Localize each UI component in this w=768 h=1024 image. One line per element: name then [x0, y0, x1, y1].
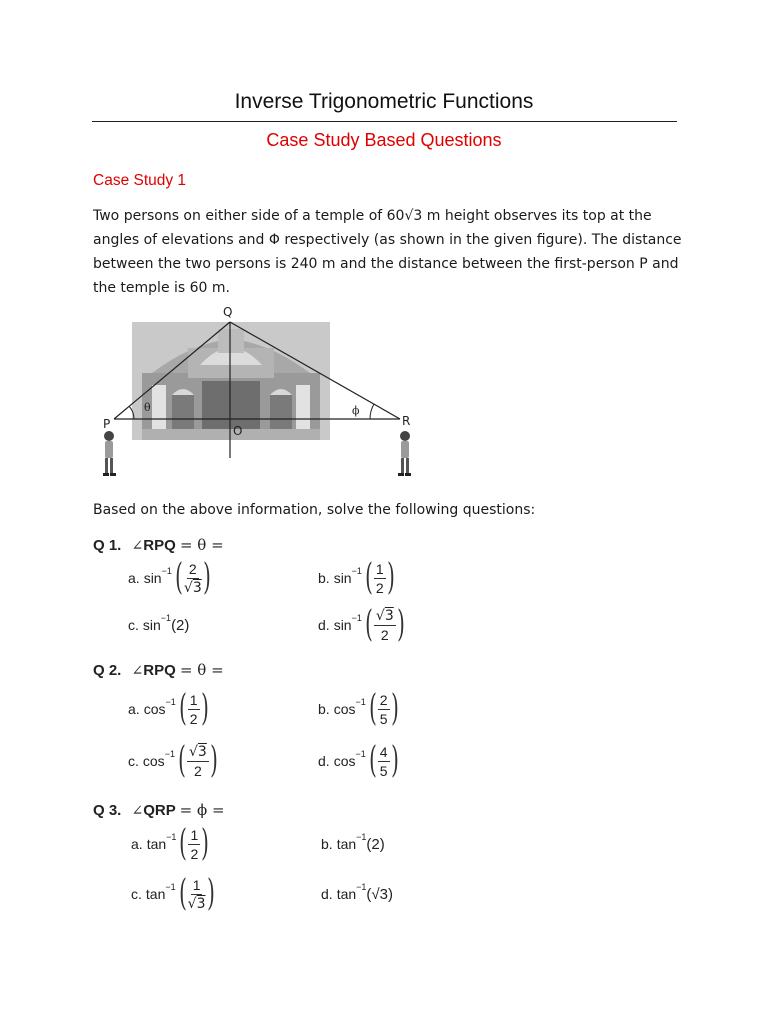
- option-fraction: [378, 692, 390, 727]
- option-exponent: −1: [160, 613, 172, 623]
- q3-option-c[interactable]: [131, 871, 218, 917]
- label-r: R: [402, 414, 411, 428]
- option-fraction: [374, 561, 386, 596]
- option-label: b.: [321, 836, 333, 852]
- angle-icon: ∠: [131, 803, 144, 819]
- option-label: d.: [318, 753, 330, 769]
- left-paren: (: [175, 557, 183, 598]
- option-function: tan: [146, 836, 167, 852]
- right-paren: ): [396, 604, 405, 645]
- option-label: b.: [318, 701, 330, 717]
- fraction-numerator: √3: [189, 743, 207, 760]
- option-function: cos: [142, 753, 165, 769]
- question-rhs: = θ =: [179, 536, 224, 554]
- fraction-denominator: 2: [380, 626, 389, 643]
- question-angle-name: RPQ: [143, 662, 176, 679]
- option-exponent: −1: [165, 697, 176, 707]
- title-divider: [92, 121, 677, 122]
- angle-icon: ∠: [131, 538, 144, 554]
- q2-option-b[interactable]: [318, 686, 402, 732]
- left-paren: (: [178, 740, 186, 781]
- left-paren: (: [365, 604, 373, 645]
- question-number: Q 1.: [93, 537, 122, 554]
- right-paren: ): [201, 823, 210, 864]
- option-fraction: [187, 744, 209, 779]
- option-fraction: [188, 827, 200, 862]
- option-exponent: −1: [164, 749, 175, 759]
- option-function: sin: [143, 570, 162, 586]
- option-fraction: [374, 608, 396, 643]
- right-paren: ): [390, 740, 399, 781]
- option-exponent: −1: [355, 697, 366, 707]
- fraction-denominator: 2: [190, 845, 199, 862]
- fraction-numerator: 1: [192, 876, 201, 893]
- left-paren: (: [368, 688, 377, 729]
- temple-figure: [92, 303, 422, 488]
- angle-icon: ∠: [131, 663, 144, 679]
- option-exponent: −1: [165, 882, 176, 892]
- option-function: cos: [333, 701, 356, 717]
- label-theta: θ: [144, 401, 151, 414]
- q2-option-d[interactable]: [318, 738, 402, 784]
- left-paren: (: [179, 823, 188, 864]
- question-number: Q 2.: [93, 662, 122, 679]
- option-function: sin: [142, 617, 161, 633]
- option-fraction: [188, 692, 200, 727]
- option-label: c.: [131, 886, 142, 902]
- label-p: P: [103, 417, 111, 431]
- option-exponent: −1: [161, 566, 172, 576]
- q1-option-c[interactable]: [128, 602, 189, 648]
- option-exponent: −1: [351, 613, 362, 623]
- instructions-line: Based on the above information, solve the following questions:: [93, 502, 536, 518]
- section-subtitle: Case Study Based Questions: [266, 130, 502, 150]
- option-label: a.: [128, 570, 140, 586]
- right-paren: ): [200, 688, 209, 729]
- option-exponent: −1: [351, 566, 362, 576]
- fraction-denominator: 5: [379, 762, 388, 779]
- option-label: d.: [321, 886, 333, 902]
- option-label: a.: [131, 836, 143, 852]
- case-paragraph: Two persons on either side of a temple of 60√3 m height observes its top at the angles of elevations and Φ respectively (as shown in the given figure). The distance between the two persons is 240 m and the distance between the first-person P and the temple is 60 m.: [93, 208, 682, 296]
- label-o: O: [233, 424, 243, 438]
- fraction-numerator: 1: [190, 826, 199, 843]
- fraction-numerator: 2: [188, 560, 197, 577]
- fraction-numerator: 4: [379, 743, 388, 760]
- right-paren: ): [210, 740, 218, 781]
- question-angle-name: RPQ: [143, 537, 176, 554]
- right-paren: ): [390, 688, 399, 729]
- fraction-denominator: √3: [183, 579, 202, 596]
- option-exponent: −1: [355, 749, 366, 759]
- option-exponent: −1: [356, 832, 367, 842]
- option-argument: (2): [171, 616, 190, 634]
- fraction-numerator: √3: [375, 607, 394, 624]
- fraction-numerator: 1: [375, 560, 384, 577]
- q3-option-b[interactable]: [321, 821, 385, 867]
- q3-option-d[interactable]: [321, 871, 393, 917]
- fraction-denominator: 2: [189, 710, 198, 727]
- label-phi: ϕ: [352, 404, 360, 417]
- option-fraction: [378, 744, 390, 779]
- question-3: [93, 801, 225, 819]
- q1-option-b[interactable]: [318, 555, 398, 601]
- fraction-denominator: 5: [379, 710, 388, 727]
- page-title: Inverse Trigonometric Functions: [234, 90, 534, 113]
- q3-option-a[interactable]: [131, 821, 212, 867]
- option-exponent: −1: [356, 882, 367, 892]
- option-label: d.: [318, 617, 330, 633]
- option-function: sin: [333, 570, 352, 586]
- person-r: [398, 431, 411, 476]
- q2-option-c[interactable]: [128, 738, 221, 784]
- option-label: c.: [128, 617, 139, 633]
- q1-option-d[interactable]: [318, 602, 408, 648]
- option-exponent: −1: [166, 832, 177, 842]
- option-label: b.: [318, 570, 330, 586]
- option-label: a.: [128, 701, 140, 717]
- option-function: sin: [333, 617, 352, 633]
- fraction-denominator: 2: [375, 579, 384, 596]
- option-function: cos: [143, 701, 166, 717]
- option-function: tan: [145, 886, 166, 902]
- fraction-denominator: 2: [194, 762, 202, 779]
- left-paren: (: [365, 557, 373, 598]
- option-label: c.: [128, 753, 139, 769]
- person-p: [103, 431, 116, 476]
- left-paren: (: [178, 873, 187, 914]
- right-paren: ): [202, 557, 211, 598]
- left-paren: (: [368, 740, 377, 781]
- question-rhs: = θ =: [179, 661, 224, 679]
- right-paren: ): [206, 873, 215, 914]
- question-1: [93, 536, 224, 554]
- fraction-numerator: 2: [379, 691, 388, 708]
- question-number: Q 3.: [93, 802, 122, 819]
- phi-arc: [370, 404, 374, 419]
- option-function: tan: [336, 836, 357, 852]
- q1-option-a[interactable]: [128, 555, 214, 601]
- fraction-numerator: 1: [189, 691, 198, 708]
- q2-option-a[interactable]: [128, 686, 212, 732]
- question-2: [93, 661, 224, 679]
- left-paren: (: [178, 688, 187, 729]
- fraction-denominator: √3: [187, 895, 206, 912]
- option-function: cos: [333, 753, 356, 769]
- option-fraction: [184, 561, 202, 596]
- option-function: tan: [336, 886, 357, 902]
- right-paren: ): [386, 557, 395, 598]
- label-q: Q: [223, 305, 233, 319]
- question-angle-name: QRP: [143, 802, 176, 819]
- option-fraction: [188, 877, 206, 912]
- question-rhs: = ϕ =: [179, 801, 225, 819]
- option-argument: (√3): [366, 885, 393, 903]
- option-argument: (2): [366, 835, 385, 853]
- case-study-heading: Case Study 1: [93, 172, 187, 189]
